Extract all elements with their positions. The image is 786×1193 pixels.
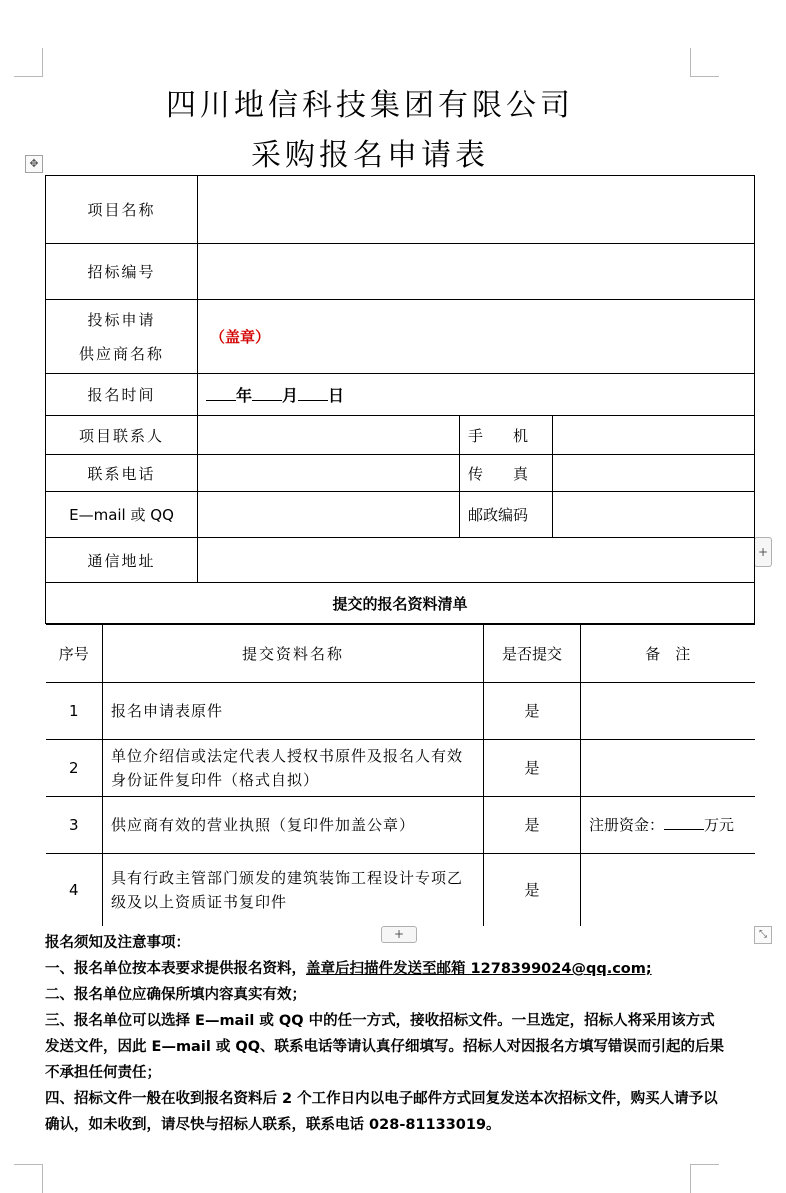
page-corner-mark [690,1164,719,1193]
note-item-1 [45,956,725,982]
row-remark[interactable] [581,854,755,926]
postcode-field[interactable] [553,492,755,538]
note-item-4: 四、招标文件一般在收到报名资料后 2 个工作日内以电子邮件方式回复发送本次招标文件，购买人请予以确认，如未收到，请尽快与招标人联系，联系电话 028-81133019。 [45,1091,718,1133]
row-doc-name: 供应商有效的营业执照（复印件加盖公章） [103,797,484,854]
table-row [46,854,755,926]
checklist-container [46,624,755,926]
table-row [46,455,755,492]
contact-field[interactable] [198,416,460,455]
note-1-email: 盖章后扫描件发送至邮箱 1278399024@qq.com; [306,961,652,977]
row-remark[interactable] [581,797,755,854]
table-row [46,300,755,374]
row-submitted: 是 [484,683,581,740]
row-submitted: 是 [484,740,581,797]
postcode-label: 邮政编码 [460,492,553,538]
table-row [46,583,755,624]
table-move-handle-icon[interactable]: ✥ [25,155,43,173]
capital-blank[interactable] [664,813,704,830]
form-title: 采购报名申请表 [251,138,489,173]
checklist-table [46,624,755,926]
row-submitted: 是 [484,797,581,854]
phone-field[interactable] [198,455,460,492]
col-header-name: 提交资料名称 [103,625,484,683]
row-remark[interactable] [581,740,755,797]
row-doc-name: 单位介绍信或法定代表人授权书原件及报名人有效身份证件复印件（格式自拟） [103,740,484,797]
day-text: 日 [328,386,345,405]
row-doc-name: 报名申请表原件 [103,683,484,740]
phone-label: 联系电话 [46,455,198,492]
row-remark[interactable] [581,683,755,740]
address-field[interactable] [198,538,755,583]
project-name-field[interactable] [198,176,755,244]
table-row [46,244,755,300]
table-row [46,538,755,583]
table-row [46,797,755,854]
note-1-text: 一、报名单位按本表要求提供报名资料， [45,961,306,977]
add-row-button[interactable]: + [381,926,417,943]
supplier-label-line1: 投标申请 [87,310,156,329]
reg-date-field[interactable] [198,374,755,416]
table-row [46,492,755,538]
email-field[interactable] [198,492,460,538]
notes-heading: 报名须知及注意事项： [45,935,190,951]
table-row [46,624,755,926]
col-header-submitted: 是否提交 [484,625,581,683]
mobile-field[interactable] [553,416,755,455]
table-row [46,416,755,455]
row-no: 4 [46,854,103,926]
project-name-label: 项目名称 [46,176,198,244]
stamp-note: （盖章） [210,328,271,346]
mobile-label: 手 机 [460,416,553,455]
checklist-heading: 提交的报名资料清单 [46,583,755,624]
fax-field[interactable] [553,455,755,492]
table-resize-handle-icon[interactable]: ⤡ [754,926,772,944]
row-doc-name: 具有行政主管部门颁发的建筑装饰工程设计专项乙级及以上资质证书复印件 [103,854,484,926]
registration-form-table [45,175,755,926]
row-no: 3 [46,797,103,854]
day-blank[interactable] [298,384,328,401]
fax-label: 传 真 [460,455,553,492]
page-corner-mark [14,1164,43,1193]
email-label: E—mail 或 QQ [46,492,198,538]
row-no: 2 [46,740,103,797]
contact-label: 项目联系人 [46,416,198,455]
month-blank[interactable] [252,384,282,401]
company-title: 四川地信科技集团有限公司 [166,88,574,123]
month-text: 月 [282,386,299,405]
col-header-no: 序号 [46,625,103,683]
supplier-name-label [46,300,198,374]
table-row [46,176,755,244]
address-label: 通信地址 [46,538,198,583]
row-submitted: 是 [484,854,581,926]
note-item-2: 二、报名单位应确保所填内容真实有效； [45,987,306,1003]
table-row [46,374,755,416]
page-corner-mark [14,48,43,77]
col-header-remark: 备 注 [581,625,755,683]
capital-label: 注册资金： [589,816,665,834]
reg-time-label: 报名时间 [46,374,198,416]
year-blank[interactable] [206,384,236,401]
tender-no-label: 招标编号 [46,244,198,300]
row-no: 1 [46,683,103,740]
registration-notes [45,930,725,1138]
table-row [46,683,755,740]
checklist-header-row [46,625,755,683]
tender-no-field[interactable] [198,244,755,300]
page-corner-mark [690,48,719,77]
supplier-name-field[interactable] [198,300,755,374]
year-text: 年 [236,386,253,405]
note-item-3: 三、报名单位可以选择 E—mail 或 QQ 中的任一方式，接收招标文件。一旦选定，招标人将采用该方式发送文件，因此 E—mail 或 QQ、联系电话等请认真仔细填写。招标人对因报名方填写错误而引起的后果不承担任何责任； [45,1013,725,1081]
supplier-label-line2: 供应商名称 [78,344,164,363]
add-column-button[interactable]: + [754,537,772,567]
capital-unit: 万元 [704,816,735,834]
table-row [46,740,755,797]
